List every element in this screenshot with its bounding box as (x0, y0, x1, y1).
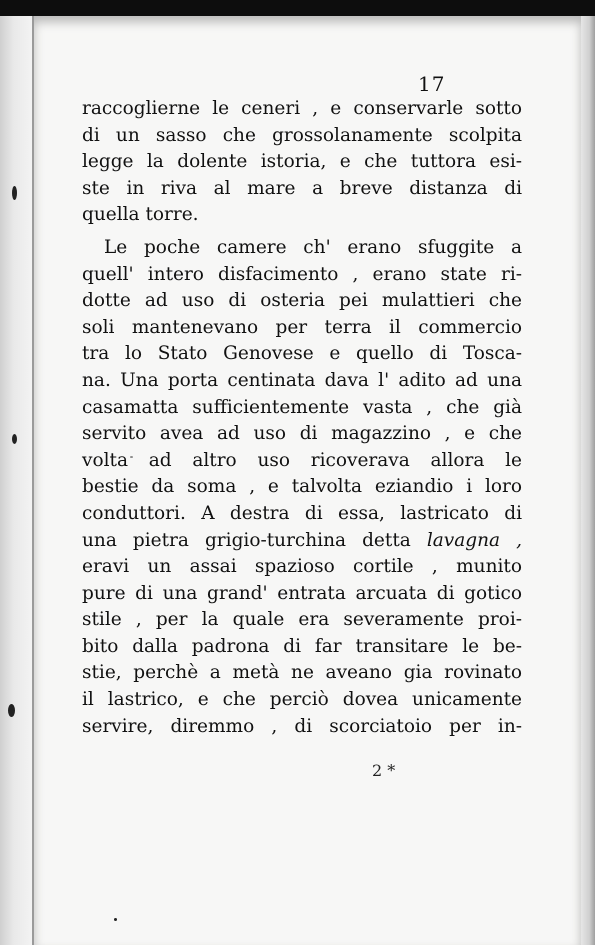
italic-word: lavagna , (426, 529, 522, 551)
text-line: quella torre. (82, 204, 199, 226)
text-line: stile , per la quale era severamente proi- (82, 609, 522, 631)
text-line: na. Una porta centinata dava l' adito ad una (82, 369, 522, 391)
page-number: 17 (418, 72, 446, 96)
text-line: il lastrico, e che perciò dovea unicamente (82, 689, 522, 711)
text-line-with-italic (82, 528, 522, 555)
signature-mark: 2 * (372, 761, 396, 780)
text-line: stie, perchè a metà ne aveano gia rovinato (82, 662, 522, 684)
ink-speck (114, 918, 117, 921)
text-line: volta ad altro uso ricoverava allora le (82, 449, 522, 471)
scan-top-border (0, 0, 595, 16)
body-text (82, 96, 522, 740)
book-gutter (0, 16, 34, 945)
text-line: ste in riva al mare a breve distanza di (82, 177, 522, 199)
text-line: servire, diremmo , di scorciatoio per in- (82, 715, 522, 737)
page-right-edge (581, 16, 595, 945)
text-line: di un sasso che grossolanamente scolpita (82, 124, 522, 146)
text-line: quell' intero disfacimento , erano state ri- (82, 263, 522, 285)
text-line: servito avea ad uso di magazzino , e che (82, 423, 522, 445)
text-line: eravi un assai spazioso cortile , munito (82, 556, 522, 578)
text-line: casamatta sufficientemente vasta , che già (82, 396, 522, 418)
text-line: legge la dolente istoria, e che tuttora esi- (82, 151, 522, 173)
text-line: bestie da soma , e talvolta eziandio i loro (82, 476, 522, 498)
text-line: tra lo Stato Genovese e quello di Tosca- (82, 343, 522, 365)
book-page (34, 16, 581, 945)
text-line: Le poche camere ch' erano sfuggite a (104, 236, 522, 258)
text-segment: una pietra grigio-turchina detta (82, 529, 411, 551)
ink-speck (8, 704, 15, 717)
text-line: pure di una grand' entrata arcuata di gotico (82, 582, 522, 604)
text-line: dotte ad uso di osteria pei mulattieri che (82, 290, 522, 312)
text-line: soli mantenevano per terra il commercio (82, 316, 522, 338)
ink-speck (12, 186, 17, 200)
ink-speck (12, 434, 17, 444)
text-line: raccoglierne le ceneri , e conservarle sotto (82, 98, 522, 119)
text-line: conduttori. A destra di essa, lastricato di (82, 502, 522, 524)
text-line: bito dalla padrona di far transitare le be- (82, 635, 522, 657)
